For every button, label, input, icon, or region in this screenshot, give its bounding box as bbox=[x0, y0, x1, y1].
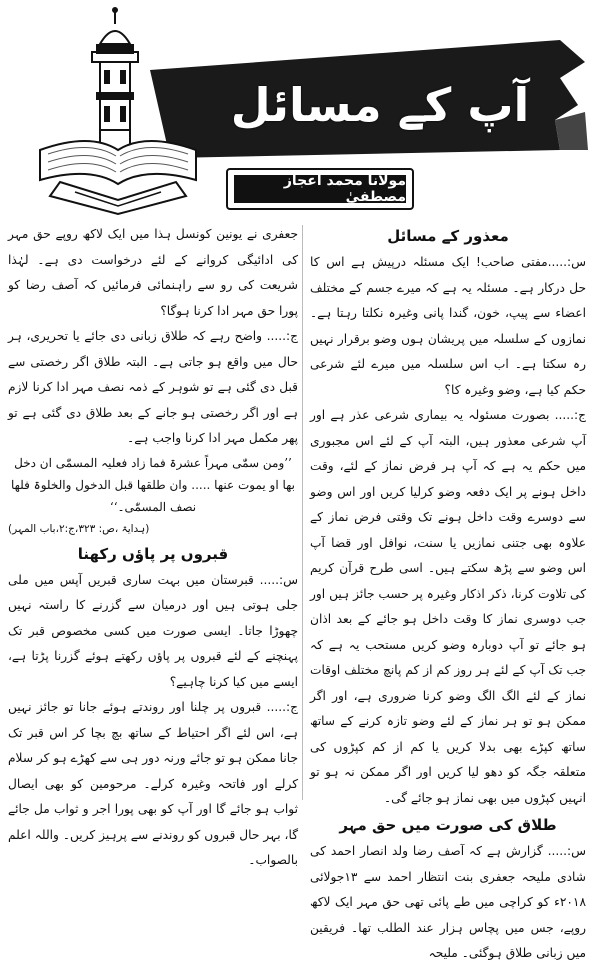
author-name: مولانا محمد اعجاز مصطفیٰ bbox=[234, 175, 406, 203]
arabic-quote: ’’ومن سمّٰی مہراً عشرۃ فما زاد فعلیہ المسمّٰی ان دخل بھا او یموت عنھا ..... وان طلقھا قبل الدخول والخلوۃ فلھا نصف المسمّٰی۔‘‘ bbox=[10, 455, 296, 514]
left-column bbox=[8, 222, 298, 874]
question-text: س:.....مفتی صاحب! ایک مسئلہ درپیش ہے اس کا حل درکار ہے۔ مسئلہ یہ ہے کہ میرے جسم کے مختلف اعضاء سے پیپ، خون، گندا پانی وغیرہ نکلتا رہتا ہے۔ نمازوں کے سلسلہ میں پریشان ہوں وضو برقرار نہیں رہ سکتا ہے۔ اب اس سلسلہ میں میرے لئے شرعی حکم کیا ہے، وضو وغیرہ کا؟ bbox=[310, 255, 586, 397]
ribbon-fold bbox=[555, 112, 588, 150]
right-column bbox=[310, 222, 586, 967]
section-heading: طلاق کی صورت میں حق مہر bbox=[339, 816, 557, 834]
quran-book-icon bbox=[40, 141, 196, 214]
question-continuation: جعفری نے یونین کونسل ہذا میں ایک لاکھ روپے حق مہر کی ادائیگی کروانے کے لئے درخواست دی ہے۔ لہٰذا شریعت کی رو سے راہنمائی فرمائیں کہ آصف رضا کو پورا حق مہر ادا کرنا ہوگا؟ bbox=[8, 227, 298, 318]
answer-text: ج:..... بصورت مسئولہ یہ بیماری شرعی عذر ہے اور آپ شرعی معذور ہیں، البتہ آپ کے لئے اس مجبوری میں حکم یہ ہے کہ آپ ہر فرض نماز کے لئے، وقت داخل ہونے پر ایک دفعہ وضو کرلیا کریں اور اس وضو سے دوسرے وقت داخل ہونے تک وقتی فرض نماز کے علاوہ بھی جتنی نمازیں یا سنت، نوافل اور قضا آپ اس وضو سے پڑھ سکتے ہیں۔ اسی طرح قرآن کریم کی تلاوت کرنا، ذکر اذکار وغیرہ پر حسب جائز ہیں اور جب دوسری نماز کا وقت داخل ہو جائے کے بعد اذان ہو جائے تو آپ دوبارہ وضو کریں مستحب یہ ہے کہ جب تک آپ کے لئے ہر روز کم از کم پانچ مختلف اوقات نماز کے لئے الگ الگ وضو کرنا ضروری ہے، اور اگر ممکن ہو تو ہر نماز کے لئے وضو تازہ کرنے کے ساتھ ساتھ کپڑے بھی بدلا کریں یا کم از کم کپڑوں کی متعلقہ جگہ کو دھو لیا کریں اور اگر ممکن نہ ہو تو انہیں کپڑوں میں بھی نماز ہو جائے گی۔ bbox=[310, 408, 586, 805]
page-header bbox=[0, 0, 590, 218]
section-heading: قبروں پر پاؤں رکھنا bbox=[77, 544, 229, 563]
answer-text: ج:..... واضح رہے کہ طلاق زبانی دی جائے یا تحریری، ہر حال میں واقع ہو جاتی ہے۔ البتہ طلاق اگر رخصتی سے قبل دی گئی ہے تو شوہر کے ذمہ نصف مہر ادا کرنا لازم ہے اور اگر رخصتی ہو جانے کے بعد طلاق دی گئی ہے تو پھر مکمل مہر ادا کرنا واجب ہے۔ bbox=[8, 329, 298, 445]
question-text: س:..... قبرستان میں بہت ساری قبریں آپس میں ملی جلی ہوتی ہیں اور درمیان سے گزرنے کا راستہ نہیں چھوڑا جاتا۔ ایسی صورت میں کسی مخصوص قبر تک پہنچنے کے لئے قبروں پر پاؤں رکھتے ہوئے گزرنا پڑتا ہے، ایسے میں کیا کرنا چاہیے؟ bbox=[8, 572, 298, 689]
page-title: آپ کے مسائل bbox=[230, 78, 530, 132]
question-text: س:..... گزارش ہے کہ آصف رضا ولد انصار احمد کی شادی ملیحہ جعفری بنت انتظار احمد سے ۱۳جولائی ۲۰۱۸ء کو کراچی میں طے پائی تھی حق مہر ایک لاکھ روپے، جس میں پچاس ہزار عند الطلب تھا۔ فریقین میں زبانی طلاق ہوگئی۔ ملیحہ bbox=[310, 844, 586, 960]
column-divider bbox=[302, 225, 303, 800]
author-box bbox=[226, 168, 414, 210]
answer-text: ج:..... قبروں پر چلنا اور روندتے ہوئے جانا تو جائز نہیں ہے، اس لئے اگر احتیاط کے ساتھ بچ بچا کر اس قبر تک جانا ممکن ہو تو جائے ورنہ دور ہی سے کھڑے ہو کر سلام کرلے اور فاتحہ وغیرہ کرلے۔ مرحومین کو بھی ایصال ثواب ہو جائے گا اور آپ کو بھی پورا اجر و ثواب مل جائے گا، بہر حال قبروں کو روندنے سے پرہیز کریں۔ واللہ اعلم بالصواب۔ bbox=[8, 700, 298, 867]
section-heading: معذور کے مسائل bbox=[387, 227, 509, 245]
reference-citation: (ہدایۃ ،ص: ۳۲۳،ج:۲،باب المہر) bbox=[8, 522, 150, 535]
